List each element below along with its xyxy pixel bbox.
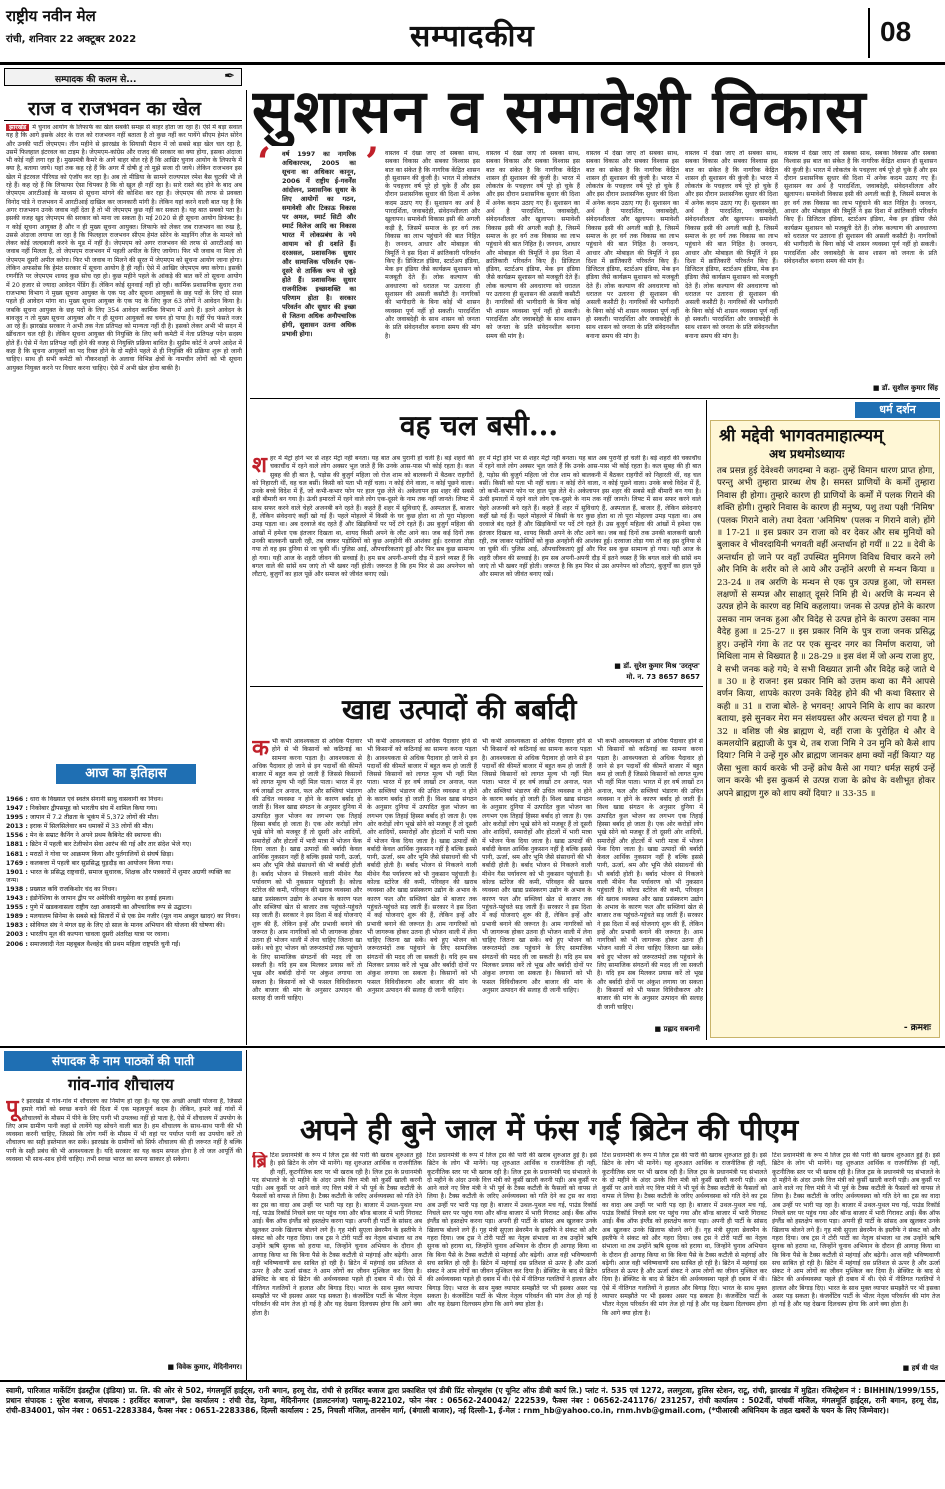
page-number: 08 xyxy=(880,16,912,47)
britain-story-author xyxy=(790,1364,938,1373)
britain-story-text-4: टिश प्रधानमंत्री के रूप में लिज ट्रस की पारी की खराब शुरुआत हुई है। इसे ब्रिटेन के लोग भी मानेंगे। यह शुरुआत आर्थिक व राजनीतिक ही नहीं, कूटनीतिक स्तर पर भी खराब रही है। लिज ट्रस के प्रधानमंत्री पद संभालते के दो महीने के अंदर उनके वित्त मंत्री को कुर्सी खाली करनी पड़ी। अब कुर्सी पर आने वाले नए वित्त मंत्री ने भी पूर्व के टैक्स कटौती के फैसलों को वापस ले लिया है। टैक्स कटौती के जरिए अर्थव्यवस्था को गति देने का ट्रस का वादा अब उन्हीं पर भारी पड़ रहा है। बाजार में उथल-पुथल मच गई, पाउंड रिकॉर्ड निचले स्तर पर पहुंच गया और बॉन्ड बाजार में भारी गिरावट आई। बैंक ऑफ इंग्लैंड को हस्तक्षेप करना पड़ा। अपनी ही पार्टी के सांसद अब खुलकर उनके खिलाफ बोलने लगे हैं। गृह मंत्री सुएला ब्रेवरमैन के इस्तीफे ने संकट को और गहरा दिया। जब ट्रस ने टोरी पार्टी का नेतृत्व संभाला था तब उन्होंने ऋषि सुनक को हराया था, जिन्होंने चुनाव अभियान के दौरान ही आगाह किया था कि बिना पैसे के टैक्स कटौती से महंगाई और बढ़ेगी। आज वही भविष्यवाणी सच साबित हो रही है। ब्रिटेन में महंगाई दस प्रतिशत से ऊपर है और ऊर्जा संकट ने आम लोगों का जीवन मुश्किल कर दिया है। ब्रेक्जिट के बाद से ब्रिटेन की अर्थव्यवस्था पहले ही दबाव में थी। ऐसे में नीतिगत गलतियों ने हालात और बिगाड़ दिए। भारत के साथ मुक्त व्यापार समझौते पर भी इसका असर पड़ सकता है। कंजर्वेटिव पार्टी के भीतर नेतृत्व परिवर्तन की मांग तेज हो गई है और यह देखना दिलचस्प होगा कि आगे क्या होता है। xyxy=(772,1152,940,1309)
dharma-tag xyxy=(855,402,940,418)
history-item xyxy=(6,913,242,921)
history-heading-text: आज का इतिहास xyxy=(85,766,167,781)
history-year: 1769 : xyxy=(6,859,28,867)
history-year: 2006 : xyxy=(6,940,28,948)
history-year: 1881 : xyxy=(6,841,28,849)
main-editorial-text-4: वास्तव में देखा जाए तो सबका साथ, सबका विकास और सबका विश्वास इस बात का संकेत है कि नागरिक केंद्रित शासन ही सुशासन की कुंजी है। भारत में लोकतंत्र के पचहत्तर वर्ष पूरे हो चुके हैं और इस दौरान प्रशासनिक सुधार की दिशा में अनेक कदम उठाए गए हैं। सुशासन का अर्थ है पारदर्शिता, जवाबदेही, संवेदनशीलता और खुलापन। समावेशी विकास इसी की अगली कड़ी है, जिसमें समाज के हर वर्ग तक विकास का लाभ पहुंचाने की बात निहित है। जनधन, आधार और मोबाइल की त्रिमूर्ति ने इस दिशा में क्रांतिकारी परिवर्तन किए हैं। डिजिटल इंडिया, स्टार्टअप इंडिया, मेक इन इंडिया जैसे कार्यक्रम सुशासन को मजबूती देते हैं। लोक कल्याण की अवधारणा को धरातल पर उतारना ही सुशासन की असली कसौटी है। नागरिकों की भागीदारी के बिना कोई भी शासन व्यवस्था पूर्ण नहीं हो सकती। पारदर्शिता और जवाबदेही के साथ शासन को जनता के प्रति संवेदनशील बनाना समय की मांग है। xyxy=(685,150,778,340)
food-story-text-2: भी कभी आवश्यकता से अधिक पैदावार होने से भी किसानों को कठिनाई का सामना करना पड़ता है। आवश्यकता से अधिक पैदावार हो जाने से इन पदार्थों की कीमतें बाजार में बहुत कम हो जाती हैं जिससे किसानों को लागत मूल्य भी नहीं मिल पाता। भारत में हर वर्ष लाखों टन अनाज, फल और सब्जियां भंडारण की उचित व्यवस्था न होने के कारण बर्बाद हो जाती हैं। विश्व खाद्य संगठन के अनुसार दुनिया में उत्पादित कुल भोजन का लगभग एक तिहाई हिस्सा बर्बाद हो जाता है। एक ओर करोड़ों लोग भूखे सोने को मजबूर हैं तो दूसरी ओर शादियों, समारोहों और होटलों में भारी मात्रा में भोजन फेंक दिया जाता है। खाद्य उत्पादों की बर्बादी केवल आर्थिक नुकसान नहीं है बल्कि इससे पानी, ऊर्जा, श्रम और भूमि जैसे संसाधनों की भी बर्बादी होती है। बर्बाद भोजन से निकलने वाली मीथेन गैस पर्यावरण को भी नुकसान पहुंचाती है। कोल्ड स्टोरेज की कमी, परिवहन की खराब व्यवस्था और खाद्य प्रसंस्करण उद्योग के अभाव के कारण फल और सब्जियां खेत से बाजार तक पहुंचते-पहुंचते सड़ जाती हैं। सरकार ने इस दिशा में कई योजनाएं शुरू की हैं, लेकिन इन्हें और प्रभावी बनाने की जरूरत है। आम नागरिकों को भी जागरूक होकर उतना ही भोजन थाली में लेना चाहिए जितना खा सकें। बचे हुए भोजन को जरूरतमंदों तक पहुंचाने के लिए सामाजिक संगठनों की मदद ली जा सकती है। यदि हम सब मिलकर प्रयास करें तो भूख और बर्बादी दोनों पर अंकुश लगाया जा सकता है। किसानों को भी फसल विविधीकरण और बाजार की मांग के अनुसार उत्पादन की सलाह दी जानी चाहिए। xyxy=(367,738,477,994)
masthead xyxy=(0,0,945,64)
author-marker-icon: ■ xyxy=(872,384,882,392)
history-text: ब्रिटेन में पहली बार टेलीफोन सेवा आरंभ की गई और तार संदेश भेजे गए। xyxy=(29,841,192,849)
masthead-rule xyxy=(0,62,945,65)
main-editorial-col-3 xyxy=(586,150,679,380)
history-item xyxy=(6,841,242,849)
history-year: 1901 : xyxy=(6,868,28,876)
history-text: निकोबार द्वीपसमूह को भारतीय संघ में शामिल किया गया। xyxy=(29,805,158,813)
history-year: 1947 : xyxy=(6,805,28,813)
masthead-divider xyxy=(868,8,870,58)
main-editorial-col-5 xyxy=(784,150,937,380)
middle-story-col-2 xyxy=(479,455,701,660)
food-story-col-4 xyxy=(597,738,703,1020)
main-editorial-author-name: डॉ. सुशील कुमार सिंह xyxy=(881,384,938,392)
history-text: मेन के सम्राट कैनिंग ने अपने प्रथम कैबिनेट की स्थापना की। xyxy=(29,832,162,840)
britain-story-text-3: टिश प्रधानमंत्री के रूप में लिज ट्रस की पारी की खराब शुरुआत हुई है। इसे ब्रिटेन के लोग भी मानेंगे। यह शुरुआत आर्थिक व राजनीतिक ही नहीं, कूटनीतिक स्तर पर भी खराब रही है। लिज ट्रस के प्रधानमंत्री पद संभालते के दो महीने के अंदर उनके वित्त मंत्री को कुर्सी खाली करनी पड़ी। अब कुर्सी पर आने वाले नए वित्त मंत्री ने भी पूर्व के टैक्स कटौती के फैसलों को वापस ले लिया है। टैक्स कटौती के जरिए अर्थव्यवस्था को गति देने का ट्रस का वादा अब उन्हीं पर भारी पड़ रहा है। बाजार में उथल-पुथल मच गई, पाउंड रिकॉर्ड निचले स्तर पर पहुंच गया और बॉन्ड बाजार में भारी गिरावट आई। बैंक ऑफ इंग्लैंड को हस्तक्षेप करना पड़ा। अपनी ही पार्टी के सांसद अब खुलकर उनके खिलाफ बोलने लगे हैं। गृह मंत्री सुएला ब्रेवरमैन के इस्तीफे ने संकट को और गहरा दिया। जब ट्रस ने टोरी पार्टी का नेतृत्व संभाला था तब उन्होंने ऋषि सुनक को हराया था, जिन्होंने चुनाव अभियान के दौरान ही आगाह किया था कि बिना पैसे के टैक्स कटौती से महंगाई और बढ़ेगी। आज वही भविष्यवाणी सच साबित हो रही है। ब्रिटेन में महंगाई दस प्रतिशत से ऊपर है और ऊर्जा संकट ने आम लोगों का जीवन मुश्किल कर दिया है। ब्रेक्जिट के बाद से ब्रिटेन की अर्थव्यवस्था पहले ही दबाव में थी। ऐसे में नीतिगत गलतियों ने हालात और बिगाड़ दिए। भारत के साथ मुक्त व्यापार समझौते पर भी इसका असर पड़ सकता है। कंजर्वेटिव पार्टी के भीतर नेतृत्व परिवर्तन की मांग तेज हो गई है और यह देखना दिलचस्प होगा कि आगे क्या होता है। xyxy=(602,1152,767,1317)
author-marker-icon-4: ■ xyxy=(167,1363,177,1371)
history-year: 1955 : xyxy=(6,904,28,912)
food-story-col-3 xyxy=(482,738,592,1020)
dateline: रांची, शनिवार 22 अक्टूबर 2022 xyxy=(6,34,137,45)
left-article-text: में चुनाव आयोग के लिफाफे का खेल सबकी समझ से बाहर होता जा रहा है। ऐसे में बड़ा सवाल यह है कि आगे इसके अंदर के राज को राजभवन नहीं बताता है तो कुछ नहीं कर पायेंगे सीएम हेमंत सोरेन और उनकी पार्टी जेएमएम। तीन महीने से झारखंड के सियासी मैदान में जो सबसे बड़ा खेल चल रहा है, उसमें फिलहाल इंटरवल का टाइम है। जेएमएम-कांग्रेस और राजद की सरकार का क्या होगा, इसका अंदाजा भी कोई नहीं लगा रहा है। मुख्यमंत्री कैमरे के आगे बाहर बोल रहे हैं कि आखिर चुनाव आयोग के लिफाफे में क्या है, बताया जाये। यहां तक कह रहे हैं कि अगर मैं दोषी हूं तो मुझे सजा दी जाये। लेकिन राजभवन इस खेल में इंटरवल पीरियड को एंजॉय कर रहा है। अब तो मीडिया के सामने राज्यपाल रमेश बैस चुटकी भी ले रहे हैं। कह रहे हैं कि लिफाफा ऐसा चिपका है कि वो खुल ही नहीं रहा है। सारे रास्ते बंद होने के बाद अब जेएमएम आरटीआई के माध्यम से सूचना मांगने की कोशिश कर रहा है। जेएमएम की तरफ से प्रवक्ता विनोद पांडे ने राजभवन में आरटीआई दाखिल कर जानकारी मांगी है। लेकिन यहां करने वाली बात यह है कि अगर राजभवन उनके जवाब नहीं देता है तो भी जेएमएम कुछ नहीं कर सकता है। यह बात सबको पता है। इसकी वजह खुद जेएमएम की सरकार को माना जा सकता है। मई 2020 से ही सूचना आयोग डिफंक्ट है। न कोई सूचना आयुक्त है और न ही मुख्य सूचना आयुक्त। लिफाफे को लेकर जब राजभवन का रुख है, उससे अंदाजा लगाया जा रहा है कि फिलहाल राजभवन सीएम हेमंत सोरेन के माइनिंग लीज के मामले को लेकर कोई जल्दबाजी करने के मूड में नहीं है। जेएमएम को अगर राजभवन की तरफ से आरटीआई का जवाब नहीं मिलता है, तो जेएमएम राजभवन में पहली अपील के लिए जायेगा। फिर भी जवाब ना मिला तो जेएमएम दूसरी अपील करेगा। फिर भी जवाब ना मिलने की सूरत में जेएमएम को सूचना आयोग जाना होगा। लेकिन अफसोस कि हेमंत सरकार में सूचना आयोग है ही नहीं। ऐसे में आखिर जेएमएम क्या करेगा। इसकी रणनीति पर जेएमएम शायद कुछ सोच रहा हो। कुछ महीने पहले के आंकड़े की बात करें तो सूचना आयोग में 20 हजार से ज्यादा आवेदन पेंडिंग हैं। लेकिन कोई सुनवाई नहीं हो रही। कार्मिक प्रशासनिक सुधार तथा राजभाषा विभाग ने मुख्य सूचना आयुक्त के एक पद और सूचना आयुक्तों के छह पदों के लिए दो साल पहले ही आवेदन मांगा था। मुख्य सूचना आयुक्त के एक पद के लिए कुल 63 लोगों ने आवेदन किया है। जबकि सूचना आयुक्त के छह पदों के लिए 354 आवेदन कार्मिक विभाग में आये हैं। इतने आवेदन के बावजूद न तो मुख्य सूचना आयुक्त और न ही सूचना आयुक्तों का चयन हो पाया है। यहीं पेंच फंसते नजर आ रहे हैं। झारखंड सरकार ने अभी तक नेता प्रतिपक्ष को मान्यता नहीं दी है। इसको लेकर अभी भी सदन में खींचतान चल रही है। लेकिन सूचना आयुक्त की नियुक्ति के लिए बनी कमेटी में नेता प्रतिपक्ष पदेन सदस्य होते हैं। ऐसे में नेता प्रतिपक्ष नहीं होने की वजह से नियुक्ति प्रक्रिया बाधित है। सुप्रीम कोर्ट ने अपने आदेश में कहा है कि सूचना आयुक्तों का पद रिक्त होने के दो महीने पहले से ही नियुक्ति की प्रक्रिया शुरू हो जानी चाहिए। साथ ही सभी कमेटी को नौकरशाहों के अलावा विभिन्न क्षेत्रों के नामचीन लोगों को भी सूचना आयुक्त नियुक्त करने पर विचार करना चाहिए। ऐसे में अभी खेल होना बाकी है। xyxy=(6,124,242,372)
history-text: जापान में 7.2 तीव्रता के भूकंप में 5,372 लोगों की मौत। xyxy=(29,814,159,822)
food-author-name: प्रह्लाद सबनानी xyxy=(663,1025,700,1033)
dharma-body-text: तब प्रसन्न हुई देवेश्वरी जगदम्बा ने कहा- तुम्हें विमान धारण प्राप्त होगा, परन्तु अभी तुम्हारा प्रारब्ध शेष है। समस्त प्राणियों के कर्मों तुम्हारा निवास ही होगा। तुम्हारे कारण ही प्राणियों के कर्मों में पलक गिराने की शक्ति होगी। तुम्हारे निवास के कारण ही मनुष्य, पशु तथा पक्षी 'निमिष' (पलक गिराने वाले) तथा देवता 'अनिमिष' (पलक न गिराने वाले) होंगे ॥ 17-21 ॥ इस प्रकार उन राजा को वर देकर और सब मुनियों को बुलाकर वे भीवरदायिनी भगवती वहीं अन्तर्धान हो गयीं ॥ 22 ॥ देवी के अन्तर्धान हो जाने पर वहाँ उपस्थित मुनिगण विविध विचार करने लगे और निमि के शरीर को ले आये और उन्होंने अरणी से मन्थन किया ॥ 23-24 ॥ तब अरणि के मन्थन से एक पुत्र उत्पन्न हुआ, जो समस्त लक्षणों से सम्पन्न और साक्षात् दूसरे निमि ही थे। अरणि के मन्थन से उत्पन्न होने के कारण वह मिथि कहलाया। जनक से उत्पन्न होने के कारण उसका नाम जनक हुआ और विदेह से उत्पन्न होने के कारण उसका नाम वैदेह हुआ ॥ 25-27 ॥ इस प्रकार निमि के पुत्र राजा जनक प्रसिद्ध हुए। उन्होंने गंगा के तट पर एक सुन्दर नगर का निर्माण कराया, जो मिथिला नाम से विख्यात है ॥ 28-29 ॥ इस वंश में जो अन्य राजा हुए, वे सभी जनक कहे गये; वे सभी विख्यात ज्ञानी और विदेह कहे जाते थे ॥ 30 ॥ हे राजन! इस प्रकार निमि को उत्तम कथा का मैंने आपसे वर्णन किया, शापके कारण उनके विदेह होने की भी कथा विस्तार से कही ॥ 31 ॥ राजा बोले- हे भगवन्! आपने निमि के शाप का कारण बताया, इसे सुनकर मेरा मन संशयग्रस्त और अत्यन्त चंचल हो गया है ॥ 32 ॥ वशिष्ठ जी श्रेष्ठ ब्राह्मण थे, वहीं राजा के पुरोहित थे और वे कमलयोनि ब्रह्माजी के पुत्र थे, तब राजा निमि ने उन मुनि को कैसे शाप दिया? निमि ने उन्हें गुरु और ब्राह्मण जानकर क्षमा क्यों नहीं किया? यह जैसा भुला कार्य करके भी उन्हें क्रोध कैसे आ गया? धर्मज्ञ सहर्ष उन्हें जान करके भी इस कुकर्म से उत्पन्न राजा के क्रोध के वशीभूत होकर अपने ब्राह्मण गुरु को शाप क्यों दिया? ॥ 33-35 ॥ xyxy=(717,466,935,799)
history-item xyxy=(6,860,242,868)
main-editorial-col-4 xyxy=(685,150,778,380)
dharma-tag-text: धर्म दर्शन xyxy=(879,403,916,416)
history-item xyxy=(6,904,242,912)
history-text: समाजवादी नेता महबूबल वैश्वहेद की प्रथम महिला राष्ट्रपति चुनी गईं। xyxy=(29,940,181,948)
middle-story-text-2: हर में मेट्रो होने भर से शहर मेट्रो नहीं बनता। यह बात अब पुरानी हो चली है। बड़े शहरों की चकाचौंध में रहने वाले लोग अक्सर भूल जाते हैं कि उनके आस-पास भी कोई रहता है। कल सुबह की ही बात है, पड़ोस की बुजुर्ग महिला जो रोज शाम को बालकनी में बैठकर राहगीरों को निहारती थीं, वह चल बसीं। किसी को पता भी नहीं चला। न कोई रोने वाला, न कोई पूछने वाला। उनके बच्चे विदेश में हैं, जो कभी-कभार फोन पर हाल पूछ लेते थे। अकेलापन इस शहर की सबसे बड़ी बीमारी बन गया है। ऊंची इमारतों में रहने वाले लोग एक-दूसरे के नाम तक नहीं जानते। लिफ्ट में साथ सफर करने वाले चेहरे अजनबी बने रहते हैं। कहते हैं शहर में सुविधाएं हैं, अस्पताल हैं, बाजार हैं, लेकिन संवेदनाएं कहीं खो गई हैं। पहले मोहल्ले में किसी के घर कुछ होता था तो पूरा मोहल्ला उमड़ पड़ता था। अब दरवाजे बंद रहते हैं और खिड़कियों पर पर्दे टंगे रहते हैं। उस बुजुर्ग महिला की आंखों में हमेशा एक इंतजार दिखता था, शायद किसी अपने के लौट आने का। जब कई दिनों तक उनकी बालकनी खाली रही, तब जाकर पड़ोसियों को कुछ अनहोनी की आशंका हुई। दरवाजा तोड़ा गया तो वह इस दुनिया से जा चुकी थीं। पुलिस आई, औपचारिकताएं हुईं और फिर सब कुछ सामान्य हो गया। यही आज के शहरी जीवन की सच्चाई है। हम सब अपनी-अपनी दौड़ में इतने व्यस्त हैं कि बगल वाले की सांसें थम जाएं तो भी खबर नहीं होती। जरूरत है कि हम फिर से उस अपनेपन को लौटाएं, बुजुर्गों का हाल पूछें और समाज को जीवंत बनाए रखें। xyxy=(479,455,701,579)
footer-rule xyxy=(0,1380,945,1382)
food-story-col-1 xyxy=(252,738,362,1020)
author-marker-icon-2: ■ xyxy=(614,662,624,670)
history-text: मलयालम सिनेमा के सबसे बड़े सितारों में से एक प्रेम नजीर (मूल नाम अब्दुल खादर) का निधन। xyxy=(29,913,241,921)
history-year: 1989 : xyxy=(6,913,28,921)
history-year: 1966 : xyxy=(6,796,28,803)
main-editorial-text-1: वास्तव में देखा जाए तो सबका साथ, सबका विकास और सबका विश्वास इस बात का संकेत है कि नागरिक केंद्रित शासन ही सुशासन की कुंजी है। भारत में लोकतंत्र के पचहत्तर वर्ष पूरे हो चुके हैं और इस दौरान प्रशासनिक सुधार की दिशा में अनेक कदम उठाए गए हैं। सुशासन का अर्थ है पारदर्शिता, जवाबदेही, संवेदनशीलता और खुलापन। समावेशी विकास इसी की अगली कड़ी है, जिसमें समाज के हर वर्ग तक विकास का लाभ पहुंचाने की बात निहित है। जनधन, आधार और मोबाइल की त्रिमूर्ति ने इस दिशा में क्रांतिकारी परिवर्तन किए हैं। डिजिटल इंडिया, स्टार्टअप इंडिया, मेक इन इंडिया जैसे कार्यक्रम सुशासन को मजबूती देते हैं। लोक कल्याण की अवधारणा को धरातल पर उतारना ही सुशासन की असली कसौटी है। नागरिकों की भागीदारी के बिना कोई भी शासन व्यवस्था पूर्ण नहीं हो सकती। पारदर्शिता और जवाबदेही के साथ शासन को जनता के प्रति संवेदनशील बनाना समय की मांग है। xyxy=(385,150,480,340)
footer-imprint xyxy=(6,1386,939,1482)
history-item xyxy=(6,886,242,894)
history-text: मराठों ने गोवा पर आक्रमण किया और पुर्तगालियों से संघर्ष छिड़ा। xyxy=(29,850,174,858)
letter-body-text: रे झारखंड में गांव-गांव में शौचालय का निर्माण हो रहा है। यह एक अच्छी अच्छी योजना है, जिससे हमारे गांवों को स्वच्छ बनाने की दिशा में एक महत्वपूर्ण कदम है। लेकिन, हमारे कई गांवों में शौचालयों के मौसम में पीने के लिए पानी भी उपलब्ध नहीं हो पाता है, ऐसे में शौचालय में उपयोग के लिए आम ग्रामीण पानी कहां से लायेंगे यह सोचने वाली बात है। हम शौचालय के साथ-साथ पानी की भी व्यवस्था करनी चाहिए, जिससे कि लोग गर्मी के मौसम में भी वहां पर पर्याप्त पानी का उपयोग करें तो शौचालय का सही इस्तेमाल कर सकें। झारखंड के ग्रामीणों को सिर्फ शौचालय की ही जरूरत नहीं है बल्कि पानी के सही प्रबंध की भी आवश्यकता है। यदि सरकार का यह कदम सफल होना है तो जल आपूर्ति की व्यवस्था भी साथ-साथ होनी चाहिए। तभी स्वच्छ भारत का सपना साकार हो सकेगा। xyxy=(6,1098,242,1164)
main-editorial-author xyxy=(780,384,938,393)
food-headline: खाद्य उत्पादों की बर्बादी xyxy=(342,693,577,726)
letter-author xyxy=(6,1363,242,1372)
left-article-body xyxy=(6,124,242,749)
middle-story-col-1 xyxy=(252,455,474,660)
main-pullquote xyxy=(282,150,356,430)
history-heading xyxy=(56,764,196,784)
history-item xyxy=(6,832,242,840)
quote-mark-icon: ‘ xyxy=(257,139,271,186)
food-story-col-2 xyxy=(367,738,477,1020)
history-text: धारा के विख्यात एवं स्वतंत्र सेनानी साधु वासवानी का निधन। xyxy=(29,796,163,803)
history-year: 1943 : xyxy=(6,895,28,903)
middle-headline: वह चल बसी... xyxy=(400,409,559,442)
left-headline-rule xyxy=(4,120,242,121)
britain-story-col-2 xyxy=(427,1152,597,1362)
letter-subheading: गांव-गांव शौचालय xyxy=(68,1075,174,1094)
history-item xyxy=(6,851,242,859)
section-title: सम्पादकीय xyxy=(410,19,535,54)
history-text: पुणे में खडकवासला राष्ट्रीय रक्षा अकादमी का औपचारिक रूप से उद्घाटन। xyxy=(29,904,192,912)
history-year: 2003 : xyxy=(6,931,28,939)
footer-imprint-text: स्वामी, पारिजात मार्केटिंग इंडस्ट्रीज (इंडिया) प्रा. लि. की ओर से 502, मंगलमूर्ति हाईट्स, रानी बगान, हरमू रोड, रांची से हरविंदर बजाज द्वारा प्रकाशित एवं डीबी प्रिंट सोल्यूशंस (ए यूनिट ऑफ डीबी कार्प लि.) प्लांट नं. 535 एवं 1272, ललगुटवा, हुलिस स्टेशन, राटू, रांची, झारखंड में मुद्रित। रजिस्ट्रेशन नं : BIHHIN/1999/155, प्रधान संपादक : सुरेश बजाज, संपादक : हरविंदर बजाज*, प्रेस कार्यालय : रांची रोड, रेड़मा, मेदिनीनगर (डालटनगंज) पलामू-822102, फोन नंबर : 06562-240042/ 222539, फैक्स नंबर : 06562-241176/ 231257, रांची कार्यालय : 502वीं, पांचवीं मंजिल, मंगलमूर्ति हाईट्स, रानी बगान, हरमू रोड, रांची-834001, फोन नंबर : 0651-2283384, फैक्स नंबर : 0651-2283386, दिल्ली कार्यालय : 25, निचली मंजिल, तानसेन मार्ग, (बंगाली बाजार), नई दिल्ली-1, ई-मेल : rnm_hb@yahoo.co.in, rnm.hvb@gmail.com, (*पीआरबी अधिनियम के तहत खबरों के चयन के लिए जिम्मेवार)। xyxy=(6,1386,939,1415)
history-year: 2013 : xyxy=(6,823,28,831)
history-item xyxy=(6,823,242,831)
food-story-text-1: भी कभी आवश्यकता से अधिक पैदावार होने से भी किसानों को कठिनाई का सामना करना पड़ता है। आवश्यकता से अधिक पैदावार हो जाने से इन पदार्थों की कीमतें बाजार में बहुत कम हो जाती हैं जिससे किसानों को लागत मूल्य भी नहीं मिल पाता। भारत में हर वर्ष लाखों टन अनाज, फल और सब्जियां भंडारण की उचित व्यवस्था न होने के कारण बर्बाद हो जाती हैं। विश्व खाद्य संगठन के अनुसार दुनिया में उत्पादित कुल भोजन का लगभग एक तिहाई हिस्सा बर्बाद हो जाता है। एक ओर करोड़ों लोग भूखे सोने को मजबूर हैं तो दूसरी ओर शादियों, समारोहों और होटलों में भारी मात्रा में भोजन फेंक दिया जाता है। खाद्य उत्पादों की बर्बादी केवल आर्थिक नुकसान नहीं है बल्कि इससे पानी, ऊर्जा, श्रम और भूमि जैसे संसाधनों की भी बर्बादी होती है। बर्बाद भोजन से निकलने वाली मीथेन गैस पर्यावरण को भी नुकसान पहुंचाती है। कोल्ड स्टोरेज की कमी, परिवहन की खराब व्यवस्था और खाद्य प्रसंस्करण उद्योग के अभाव के कारण फल और सब्जियां खेत से बाजार तक पहुंचते-पहुंचते सड़ जाती हैं। सरकार ने इस दिशा में कई योजनाएं शुरू की हैं, लेकिन इन्हें और प्रभावी बनाने की जरूरत है। आम नागरिकों को भी जागरूक होकर उतना ही भोजन थाली में लेना चाहिए जितना खा सकें। बचे हुए भोजन को जरूरतमंदों तक पहुंचाने के लिए सामाजिक संगठनों की मदद ली जा सकती है। यदि हम सब मिलकर प्रयास करें तो भूख और बर्बादी दोनों पर अंकुश लगाया जा सकता है। किसानों को भी फसल विविधीकरण और बाजार की मांग के अनुसार उत्पादन की सलाह दी जानी चाहिए। xyxy=(252,738,362,1003)
britain-story-col-4 xyxy=(772,1152,940,1362)
history-year: 1556 : xyxy=(6,832,28,840)
dharma-body xyxy=(717,465,935,1020)
dharma-panel xyxy=(710,420,940,1038)
middle-story-author xyxy=(520,662,700,671)
middle-dropcap: श xyxy=(252,455,267,478)
britain-story-text-1: टिश प्रधानमंत्री के रूप में लिज ट्रस की पारी की खराब शुरुआत हुई है। इसे ब्रिटेन के लोग भी मानेंगे। यह शुरुआत आर्थिक व राजनीतिक ही नहीं, कूटनीतिक स्तर पर भी खराब रही है। लिज ट्रस के प्रधानमंत्री पद संभालते के दो महीने के अंदर उनके वित्त मंत्री को कुर्सी खाली करनी पड़ी। अब कुर्सी पर आने वाले नए वित्त मंत्री ने भी पूर्व के टैक्स कटौती के फैसलों को वापस ले लिया है। टैक्स कटौती के जरिए अर्थव्यवस्था को गति देने का ट्रस का वादा अब उन्हीं पर भारी पड़ रहा है। बाजार में उथल-पुथल मच गई, पाउंड रिकॉर्ड निचले स्तर पर पहुंच गया और बॉन्ड बाजार में भारी गिरावट आई। बैंक ऑफ इंग्लैंड को हस्तक्षेप करना पड़ा। अपनी ही पार्टी के सांसद अब खुलकर उनके खिलाफ बोलने लगे हैं। गृह मंत्री सुएला ब्रेवरमैन के इस्तीफे ने संकट को और गहरा दिया। जब ट्रस ने टोरी पार्टी का नेतृत्व संभाला था तब उन्होंने ऋषि सुनक को हराया था, जिन्होंने चुनाव अभियान के दौरान ही आगाह किया था कि बिना पैसे के टैक्स कटौती से महंगाई और बढ़ेगी। आज वही भविष्यवाणी सच साबित हो रही है। ब्रिटेन में महंगाई दस प्रतिशत से ऊपर है और ऊर्जा संकट ने आम लोगों का जीवन मुश्किल कर दिया है। ब्रेक्जिट के बाद से ब्रिटेन की अर्थव्यवस्था पहले ही दबाव में थी। ऐसे में नीतिगत गलतियों ने हालात और बिगाड़ दिए। भारत के साथ मुक्त व्यापार समझौते पर भी इसका असर पड़ सकता है। कंजर्वेटिव पार्टी के भीतर नेतृत्व परिवर्तन की मांग तेज हो गई है और यह देखना दिलचस्प होगा कि आगे क्या होता है। xyxy=(252,1152,422,1317)
paper-name: राष्ट्रीय नवीन मेल xyxy=(6,7,96,25)
letter-body xyxy=(6,1098,242,1358)
britain-headline: अपने ही बुने जाल में फंस गई ब्रिटेन की पीएम xyxy=(300,1113,799,1148)
dharma-continued: - क्रमशः xyxy=(903,1023,931,1033)
main-headline: सुशासन व समावेशी विकास xyxy=(252,77,867,146)
left-headline: राज व राजभवन का खेल xyxy=(28,98,202,120)
history-item xyxy=(6,922,242,930)
history-item xyxy=(6,805,242,813)
left-article-tag: झारखंड xyxy=(6,124,29,131)
history-list xyxy=(6,796,242,1046)
quote-close-icon: ’ xyxy=(365,139,379,186)
food-dropcap: क xyxy=(252,738,269,761)
bottom-section-rule xyxy=(0,1046,945,1048)
food-story-text-4: भी कभी आवश्यकता से अधिक पैदावार होने से भी किसानों को कठिनाई का सामना करना पड़ता है। आवश्यकता से अधिक पैदावार हो जाने से इन पदार्थों की कीमतें बाजार में बहुत कम हो जाती हैं जिससे किसानों को लागत मूल्य भी नहीं मिल पाता। भारत में हर वर्ष लाखों टन अनाज, फल और सब्जियां भंडारण की उचित व्यवस्था न होने के कारण बर्बाद हो जाती हैं। विश्व खाद्य संगठन के अनुसार दुनिया में उत्पादित कुल भोजन का लगभग एक तिहाई हिस्सा बर्बाद हो जाता है। एक ओर करोड़ों लोग भूखे सोने को मजबूर हैं तो दूसरी ओर शादियों, समारोहों और होटलों में भारी मात्रा में भोजन फेंक दिया जाता है। खाद्य उत्पादों की बर्बादी केवल आर्थिक नुकसान नहीं है बल्कि इससे पानी, ऊर्जा, श्रम और भूमि जैसे संसाधनों की भी बर्बादी होती है। बर्बाद भोजन से निकलने वाली मीथेन गैस पर्यावरण को भी नुकसान पहुंचाती है। कोल्ड स्टोरेज की कमी, परिवहन की खराब व्यवस्था और खाद्य प्रसंस्करण उद्योग के अभाव के कारण फल और सब्जियां खेत से बाजार तक पहुंचते-पहुंचते सड़ जाती हैं। सरकार ने इस दिशा में कई योजनाएं शुरू की हैं, लेकिन इन्हें और प्रभावी बनाने की जरूरत है। आम नागरिकों को भी जागरूक होकर उतना ही भोजन थाली में लेना चाहिए जितना खा सकें। बचे हुए भोजन को जरूरतमंदों तक पहुंचाने के लिए सामाजिक संगठनों की मदद ली जा सकती है। यदि हम सब मिलकर प्रयास करें तो भूख और बर्बादी दोनों पर अंकुश लगाया जा सकता है। किसानों को भी फसल विविधीकरण और बाजार की मांग के अनुसार उत्पादन की सलाह दी जानी चाहिए। xyxy=(597,738,703,1011)
history-item xyxy=(6,941,242,949)
history-year: 1995 : xyxy=(6,814,28,822)
main-editorial-text-5: वास्तव में देखा जाए तो सबका साथ, सबका विकास और सबका विश्वास इस बात का संकेत है कि नागरिक केंद्रित शासन ही सुशासन की कुंजी है। भारत में लोकतंत्र के पचहत्तर वर्ष पूरे हो चुके हैं और इस दौरान प्रशासनिक सुधार की दिशा में अनेक कदम उठाए गए हैं। सुशासन का अर्थ है पारदर्शिता, जवाबदेही, संवेदनशीलता और खुलापन। समावेशी विकास इसी की अगली कड़ी है, जिसमें समाज के हर वर्ग तक विकास का लाभ पहुंचाने की बात निहित है। जनधन, आधार और मोबाइल की त्रिमूर्ति ने इस दिशा में क्रांतिकारी परिवर्तन किए हैं। डिजिटल इंडिया, स्टार्टअप इंडिया, मेक इन इंडिया जैसे कार्यक्रम सुशासन को मजबूती देते हैं। लोक कल्याण की अवधारणा को धरातल पर उतारना ही सुशासन की असली कसौटी है। नागरिकों की भागीदारी के बिना कोई भी शासन व्यवस्था पूर्ण नहीं हो सकती। पारदर्शिता और जवाबदेही के साथ शासन को जनता के प्रति संवेदनशील बनाना समय की मांग है। xyxy=(784,150,937,265)
britain-story-col-1 xyxy=(252,1152,422,1362)
history-item xyxy=(6,814,242,822)
history-text: प्रख्यात कवि राजकिशोर चंद का निधन। xyxy=(29,885,117,893)
middle-story-phone: मो. न. 73 8657 8657 xyxy=(626,673,700,681)
history-text: इंडोनेशिया के जापान द्वीप पर अमेरिकी वायुसेना का हवाई हमला। xyxy=(29,895,174,903)
history-item xyxy=(6,869,242,885)
editor-pen-strip xyxy=(4,68,242,86)
author-marker-icon-5: ■ xyxy=(902,1364,912,1372)
history-year: 1938 : xyxy=(6,885,28,893)
column-rule-left xyxy=(246,90,247,1045)
letter-author-name: विवेक कुमार, मेदिनीनगर। xyxy=(176,1363,242,1371)
history-text: सोवियत संघ ने मंगल ग्रह के लिए दो साल के मानव अभियान की योजना की घोषणा की। xyxy=(29,922,225,930)
main-editorial-col-2 xyxy=(486,150,580,380)
britain-story-col-3 xyxy=(602,1152,767,1362)
column-rule-bottom xyxy=(246,1050,247,1380)
history-item xyxy=(6,931,242,939)
britain-author-name: हर्ष वी पंत xyxy=(911,1364,938,1372)
main-editorial-rule xyxy=(250,398,940,399)
dharma-subtitle: अथ प्रथमोऽध्यायः xyxy=(769,447,845,461)
dharma-title: श्री मद्देवी भागवतमाहात्म्यम् xyxy=(719,426,884,446)
history-text: भारतीय मूल की कल्पना चावला दूसरी अंतरिक्ष यात्रा पर रवाना। xyxy=(29,931,170,939)
middle-story-rule xyxy=(250,686,703,687)
middle-story-text-1: हर में मेट्रो होने भर से शहर मेट्रो नहीं बनता। यह बात अब पुरानी हो चली है। बड़े शहरों की चकाचौंध में रहने वाले लोग अक्सर भूल जाते हैं कि उनके आस-पास भी कोई रहता है। कल सुबह की ही बात है, पड़ोस की बुजुर्ग महिला जो रोज शाम को बालकनी में बैठकर राहगीरों को निहारती थीं, वह चल बसीं। किसी को पता भी नहीं चला। न कोई रोने वाला, न कोई पूछने वाला। उनके बच्चे विदेश में हैं, जो कभी-कभार फोन पर हाल पूछ लेते थे। अकेलापन इस शहर की सबसे बड़ी बीमारी बन गया है। ऊंची इमारतों में रहने वाले लोग एक-दूसरे के नाम तक नहीं जानते। लिफ्ट में साथ सफर करने वाले चेहरे अजनबी बने रहते हैं। कहते हैं शहर में सुविधाएं हैं, अस्पताल हैं, बाजार हैं, लेकिन संवेदनाएं कहीं खो गई हैं। पहले मोहल्ले में किसी के घर कुछ होता था तो पूरा मोहल्ला उमड़ पड़ता था। अब दरवाजे बंद रहते हैं और खिड़कियों पर पर्दे टंगे रहते हैं। उस बुजुर्ग महिला की आंखों में हमेशा एक इंतजार दिखता था, शायद किसी अपने के लौट आने का। जब कई दिनों तक उनकी बालकनी खाली रही, तब जाकर पड़ोसियों को कुछ अनहोनी की आशंका हुई। दरवाजा तोड़ा गया तो वह इस दुनिया से जा चुकी थीं। पुलिस आई, औपचारिकताएं हुईं और फिर सब कुछ सामान्य हो गया। यही आज के शहरी जीवन की सच्चाई है। हम सब अपनी-अपनी दौड़ में इतने व्यस्त हैं कि बगल वाले की सांसें थम जाएं तो भी खबर नहीं होती। जरूरत है कि हम फिर से उस अपनेपन को लौटाएं, बुजुर्गों का हाल पूछें और समाज को जीवंत बनाए रखें। xyxy=(252,455,474,579)
britain-dropcap: ब्रि xyxy=(252,1152,267,1172)
author-marker-icon-3: ■ xyxy=(654,1025,664,1033)
history-text: इराक में सिलसिलेवार बम धमाकों में 33 लोगों की मौत। xyxy=(29,823,154,831)
britain-story-text-2: टिश प्रधानमंत्री के रूप में लिज ट्रस की पारी की खराब शुरुआत हुई है। इसे ब्रिटेन के लोग भी मानेंगे। यह शुरुआत आर्थिक व राजनीतिक ही नहीं, कूटनीतिक स्तर पर भी खराब रही है। लिज ट्रस के प्रधानमंत्री पद संभालते के दो महीने के अंदर उनके वित्त मंत्री को कुर्सी खाली करनी पड़ी। अब कुर्सी पर आने वाले नए वित्त मंत्री ने भी पूर्व के टैक्स कटौती के फैसलों को वापस ले लिया है। टैक्स कटौती के जरिए अर्थव्यवस्था को गति देने का ट्रस का वादा अब उन्हीं पर भारी पड़ रहा है। बाजार में उथल-पुथल मच गई, पाउंड रिकॉर्ड निचले स्तर पर पहुंच गया और बॉन्ड बाजार में भारी गिरावट आई। बैंक ऑफ इंग्लैंड को हस्तक्षेप करना पड़ा। अपनी ही पार्टी के सांसद अब खुलकर उनके खिलाफ बोलने लगे हैं। गृह मंत्री सुएला ब्रेवरमैन के इस्तीफे ने संकट को और गहरा दिया। जब ट्रस ने टोरी पार्टी का नेतृत्व संभाला था तब उन्होंने ऋषि सुनक को हराया था, जिन्होंने चुनाव अभियान के दौरान ही आगाह किया था कि बिना पैसे के टैक्स कटौती से महंगाई और बढ़ेगी। आज वही भविष्यवाणी सच साबित हो रही है। ब्रिटेन में महंगाई दस प्रतिशत से ऊपर है और ऊर्जा संकट ने आम लोगों का जीवन मुश्किल कर दिया है। ब्रेक्जिट के बाद से ब्रिटेन की अर्थव्यवस्था पहले ही दबाव में थी। ऐसे में नीतिगत गलतियों ने हालात और बिगाड़ दिए। भारत के साथ मुक्त व्यापार समझौते पर भी इसका असर पड़ सकता है। कंजर्वेटिव पार्टी के भीतर नेतृत्व परिवर्तन की मांग तेज हो गई है और यह देखना दिलचस्प होगा कि आगे क्या होता है। xyxy=(427,1152,597,1309)
column-rule-right xyxy=(706,400,707,1040)
main-pullquote-text: वर्ष 1997 का नागरिक अधिकारपत्र, 2005 का सूचना का अधिकार कानून, 2006 में राष्ट्रीय ई-गवर्नेंस आंदोलन, प्रशासनिक सुधार के लिए आयोगों का गठन, समावेशी और टिकाऊ विकास पर अमल, स्मार्ट सिटी और स्मार्ट विलेज आदि का विकास भारत में लोकप्रबंध के नये आयाम को ही दर्शाते हैं। दरअसल, प्रशासनिक सुधार और सामाजिक परिवर्तन एक-दूसरे से तार्किक रूप से जुड़े होते हैं। प्रशासनिक सुधार राजनीतिक इच्छाशक्ति का परिणाम होता है। सरकार परिवर्तन और सुधार की इच्छा से जितना अधिक अनौपचारिक होगी, सुशासन उतना अधिक प्रभावी होगा। xyxy=(282,150,356,338)
editor-pen-label: सम्पादक की कलम से... xyxy=(55,75,137,85)
history-text: भारत के प्रसिद्ध राष्ट्रवादी, समाज सुधारक, शिक्षक और पत्रकारों में शुमार अग्रणी व्यक्ति का जन्म। xyxy=(6,868,231,884)
letter-heading-text: संपादक के नाम पाठकों की पाती xyxy=(51,1054,195,1068)
history-year: 1983 : xyxy=(6,922,28,930)
main-editorial-text-3: वास्तव में देखा जाए तो सबका साथ, सबका विकास और सबका विश्वास इस बात का संकेत है कि नागरिक केंद्रित शासन ही सुशासन की कुंजी है। भारत में लोकतंत्र के पचहत्तर वर्ष पूरे हो चुके हैं और इस दौरान प्रशासनिक सुधार की दिशा में अनेक कदम उठाए गए हैं। सुशासन का अर्थ है पारदर्शिता, जवाबदेही, संवेदनशीलता और खुलापन। समावेशी विकास इसी की अगली कड़ी है, जिसमें समाज के हर वर्ग तक विकास का लाभ पहुंचाने की बात निहित है। जनधन, आधार और मोबाइल की त्रिमूर्ति ने इस दिशा में क्रांतिकारी परिवर्तन किए हैं। डिजिटल इंडिया, स्टार्टअप इंडिया, मेक इन इंडिया जैसे कार्यक्रम सुशासन को मजबूती देते हैं। लोक कल्याण की अवधारणा को धरातल पर उतारना ही सुशासन की असली कसौटी है। नागरिकों की भागीदारी के बिना कोई भी शासन व्यवस्था पूर्ण नहीं हो सकती। पारदर्शिता और जवाबदेही के साथ शासन को जनता के प्रति संवेदनशील बनाना समय की मांग है। xyxy=(586,150,679,340)
history-text: कलकत्ता में पहली बार सुप्रसिद्ध घुड़दौड़ का आयोजन किया गया। xyxy=(29,859,174,867)
food-story-text-3: भी कभी आवश्यकता से अधिक पैदावार होने से भी किसानों को कठिनाई का सामना करना पड़ता है। आवश्यकता से अधिक पैदावार हो जाने से इन पदार्थों की कीमतें बाजार में बहुत कम हो जाती हैं जिससे किसानों को लागत मूल्य भी नहीं मिल पाता। भारत में हर वर्ष लाखों टन अनाज, फल और सब्जियां भंडारण की उचित व्यवस्था न होने के कारण बर्बाद हो जाती हैं। विश्व खाद्य संगठन के अनुसार दुनिया में उत्पादित कुल भोजन का लगभग एक तिहाई हिस्सा बर्बाद हो जाता है। एक ओर करोड़ों लोग भूखे सोने को मजबूर हैं तो दूसरी ओर शादियों, समारोहों और होटलों में भारी मात्रा में भोजन फेंक दिया जाता है। खाद्य उत्पादों की बर्बादी केवल आर्थिक नुकसान नहीं है बल्कि इससे पानी, ऊर्जा, श्रम और भूमि जैसे संसाधनों की भी बर्बादी होती है। बर्बाद भोजन से निकलने वाली मीथेन गैस पर्यावरण को भी नुकसान पहुंचाती है। कोल्ड स्टोरेज की कमी, परिवहन की खराब व्यवस्था और खाद्य प्रसंस्करण उद्योग के अभाव के कारण फल और सब्जियां खेत से बाजार तक पहुंचते-पहुंचते सड़ जाती हैं। सरकार ने इस दिशा में कई योजनाएं शुरू की हैं, लेकिन इन्हें और प्रभावी बनाने की जरूरत है। आम नागरिकों को भी जागरूक होकर उतना ही भोजन थाली में लेना चाहिए जितना खा सकें। बचे हुए भोजन को जरूरतमंदों तक पहुंचाने के लिए सामाजिक संगठनों की मदद ली जा सकती है। यदि हम सब मिलकर प्रयास करें तो भूख और बर्बादी दोनों पर अंकुश लगाया जा सकता है। किसानों को भी फसल विविधीकरण और बाजार की मांग के अनुसार उत्पादन की सलाह दी जानी चाहिए। xyxy=(482,738,592,994)
history-item xyxy=(6,796,242,804)
history-year: 1681 : xyxy=(6,850,28,858)
middle-author-name: डॉ. सुरेश कुमार मिश्र 'उरतृप्त' xyxy=(623,662,700,670)
history-item xyxy=(6,895,242,903)
letter-heading xyxy=(4,1051,242,1071)
pen-icon: ✒ xyxy=(224,69,235,84)
main-editorial-text-2: वास्तव में देखा जाए तो सबका साथ, सबका विकास और सबका विश्वास इस बात का संकेत है कि नागरिक केंद्रित शासन ही सुशासन की कुंजी है। भारत में लोकतंत्र के पचहत्तर वर्ष पूरे हो चुके हैं और इस दौरान प्रशासनिक सुधार की दिशा में अनेक कदम उठाए गए हैं। सुशासन का अर्थ है पारदर्शिता, जवाबदेही, संवेदनशीलता और खुलापन। समावेशी विकास इसी की अगली कड़ी है, जिसमें समाज के हर वर्ग तक विकास का लाभ पहुंचाने की बात निहित है। जनधन, आधार और मोबाइल की त्रिमूर्ति ने इस दिशा में क्रांतिकारी परिवर्तन किए हैं। डिजिटल इंडिया, स्टार्टअप इंडिया, मेक इन इंडिया जैसे कार्यक्रम सुशासन को मजबूती देते हैं। लोक कल्याण की अवधारणा को धरातल पर उतारना ही सुशासन की असली कसौटी है। नागरिकों की भागीदारी के बिना कोई भी शासन व्यवस्था पूर्ण नहीं हो सकती। पारदर्शिता और जवाबदेही के साथ शासन को जनता के प्रति संवेदनशील बनाना समय की मांग है। xyxy=(486,150,580,340)
letter-dropcap: पू xyxy=(6,1098,19,1121)
main-editorial-col-1 xyxy=(385,150,480,380)
food-story-author xyxy=(560,1025,700,1034)
